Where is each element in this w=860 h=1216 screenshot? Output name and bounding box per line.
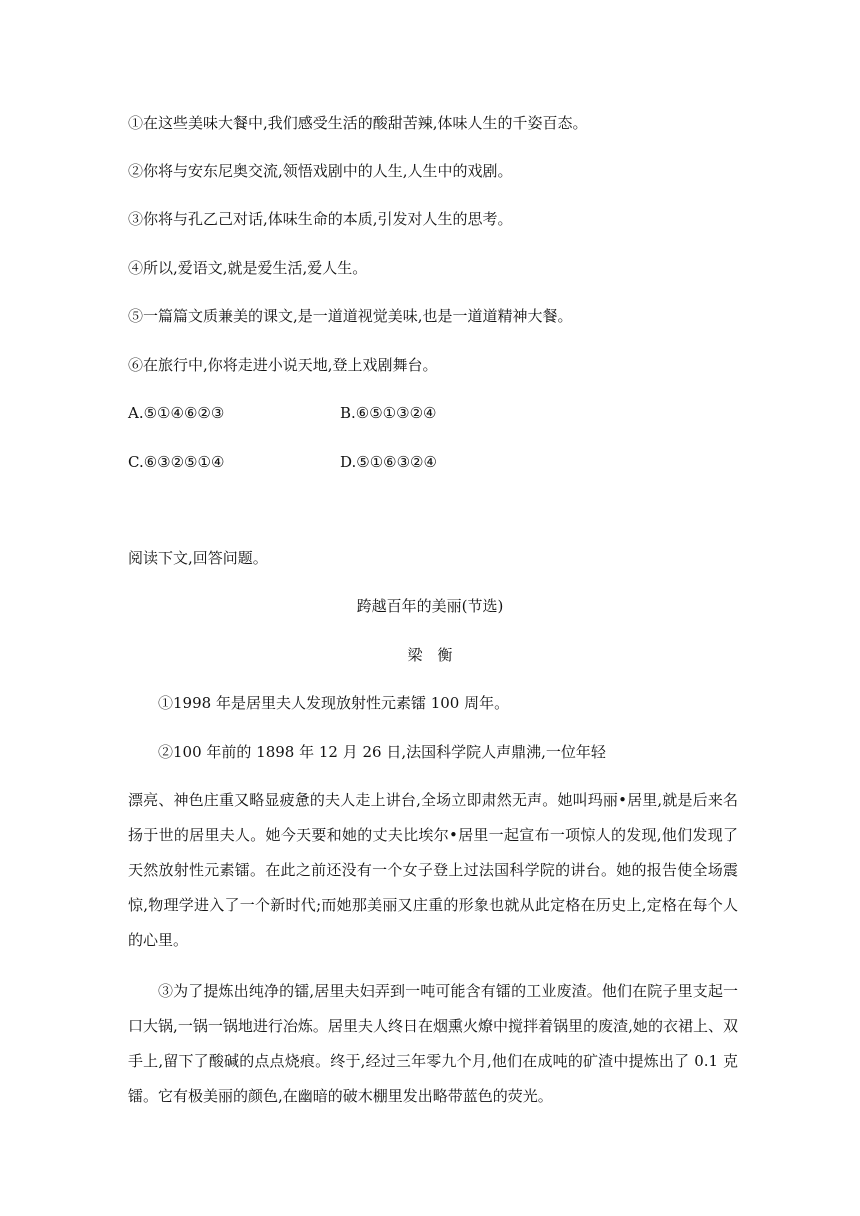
paragraph-1: ①1998 年是居里夫人发现放射性元素镭 100 周年。	[158, 694, 510, 712]
article-author: 梁 衡	[407, 646, 453, 664]
option-b: B.⑥⑤①③②④	[340, 404, 437, 422]
article-title: 跨越百年的美丽(节选)	[356, 597, 504, 615]
reading-instruction: 阅读下文,回答问题。	[128, 549, 268, 567]
paragraph-2-first-line: ②100 年前的 1898 年 12 月 26 日,法国科学院人声鼎沸,一位年轻	[158, 743, 606, 761]
sentence-1: ①在这些美味大餐中,我们感受生活的酸甜苦辣,体味人生的千姿百态。	[128, 114, 588, 132]
sentence-2: ②你将与安东尼奥交流,领悟戏剧中的人生,人生中的戏剧。	[128, 162, 513, 180]
sentence-6: ⑥在旅行中,你将走进小说天地,登上戏剧舞台。	[128, 356, 438, 374]
sentence-4: ④所以,爱语文,就是爱生活,爱人生。	[128, 259, 368, 277]
option-a: A.⑤①④⑥②③	[128, 404, 225, 422]
paragraph-3: ③为了提炼出纯净的镭,居里夫妇弄到一吨可能含有镭的工业废渣。他们在院子里支起一口大锅,一锅一锅地进行冶炼。居里夫人终日在烟熏火燎中搅拌着锅里的废渣,她的衣裙上、双手上,留下了酸碱的点点烧痕。终于,经过三年零九个月,他们在成吨的矿渣中提炼出了 0.1 克镭。它有极美丽的颜色,在幽暗的破木棚里发出略带蓝色的荧光。	[128, 982, 738, 1105]
option-d: D.⑤①⑥③②④	[340, 453, 437, 471]
sentence-5: ⑤一篇篇文质兼美的课文,是一道道视觉美味,也是一道道精神大餐。	[128, 307, 573, 325]
option-c: C.⑥③②⑤①④	[128, 453, 225, 471]
sentence-3: ③你将与孔乙己对话,体味生命的本质,引发对人生的思考。	[128, 210, 513, 228]
paragraph-2-body: 漂亮、神色庄重又略显疲惫的夫人走上讲台,全场立即肃然无声。她叫玛丽•居里,就是后来名扬于世的居里夫人。她今天要和她的丈夫比埃尔•居里一起宣布一项惊人的发现,他们发现了天然放射性元素镭。在此之前还没有一个女子登上过法国科学院的讲台。她的报告使全场震惊,物理学进入了一个新时代;而她那美丽又庄重的形象也就从此定格在历史上,定格在每个人的心里。	[128, 791, 738, 949]
